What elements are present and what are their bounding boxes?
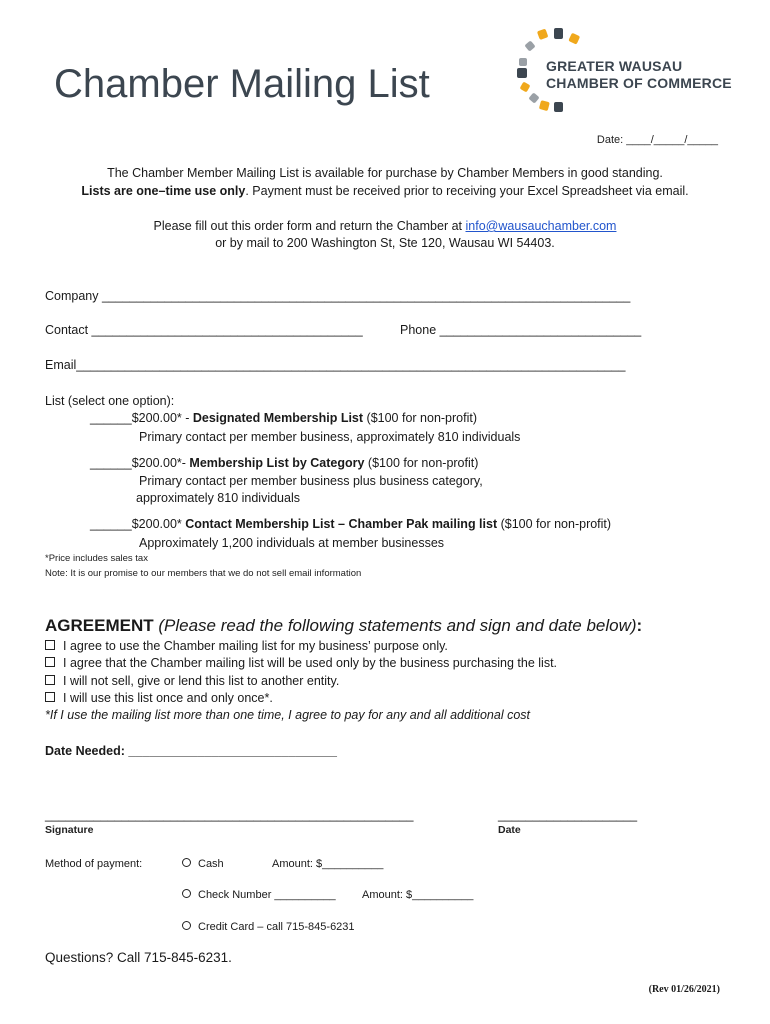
agreement-item[interactable]	[45, 639, 448, 653]
agreement-item[interactable]	[45, 656, 557, 670]
checkbox-icon[interactable]	[45, 675, 55, 685]
payment-option-credit-card[interactable]	[182, 921, 355, 933]
sign-date-label: Date	[498, 824, 521, 836]
date-needed-field[interactable]: Date Needed: ______________________________	[45, 744, 337, 758]
logo-line-1: GREATER WAUSAU	[546, 58, 683, 74]
option-nonprofit: ($100 for non-profit)	[363, 411, 478, 425]
signature-line[interactable]: _____________________________________________________	[45, 808, 414, 822]
price-note: *Price includes sales tax	[45, 553, 148, 564]
agreement-item-text: I will use this list once and only once*.	[63, 691, 273, 705]
credit-card-label: Credit Card – call 715-845-6231	[198, 921, 355, 933]
email-field[interactable]: Email_______________________________________________________________________________	[45, 358, 626, 372]
agreement-item[interactable]	[45, 674, 339, 688]
agreement-title: AGREEMENT	[45, 616, 154, 635]
phone-field[interactable]: Phone _____________________________	[400, 323, 642, 337]
checkbox-icon[interactable]	[45, 657, 55, 667]
checkbox-icon[interactable]	[45, 640, 55, 650]
option-description: Primary contact per member business plus business category,	[139, 474, 483, 488]
option-price: ______$200.00*	[90, 517, 186, 531]
option-name: Contact Membership List – Chamber Pak mailing list	[185, 517, 498, 531]
agreement-footnote: *If I use the mailing list more than one time, I agree to pay for any and all additional cost	[45, 708, 530, 722]
option-description: approximately 810 individuals	[136, 491, 300, 505]
radio-icon[interactable]	[182, 889, 191, 898]
option-description: Primary contact per member business, approximately 810 individuals	[139, 430, 521, 444]
one-time-use-notice: Lists are one–time use only	[81, 184, 246, 198]
payment-option-cash[interactable]	[182, 858, 224, 870]
option-nonprofit: ($100 for non-profit)	[497, 517, 612, 531]
cash-amount-field[interactable]: Amount: $__________	[272, 858, 384, 870]
date-field[interactable]: Date: ____/_____/_____	[596, 134, 718, 146]
agreement-item-text: I agree to use the Chamber mailing list for my business’ purpose only.	[63, 639, 448, 653]
agreement-item-text: I agree that the Chamber mailing list will be used only by the business purchasing the list.	[63, 656, 558, 670]
payment-option-check[interactable]	[182, 889, 336, 901]
questions-contact: Questions? Call 715-845-6231.	[45, 950, 232, 965]
agreement-instructions: (Please read the following statements and sign and date below)	[158, 616, 637, 635]
logo-line-2: CHAMBER OF COMMERCE	[546, 75, 732, 91]
agreement-item[interactable]	[45, 691, 273, 705]
page-title: Chamber Mailing List	[54, 62, 430, 106]
checkbox-icon[interactable]	[45, 692, 55, 702]
check-label: Check Number __________	[198, 889, 336, 901]
check-amount-field[interactable]: Amount: $__________	[362, 889, 474, 901]
intro-line-3-text: Please fill out this order form and return the Chamber at	[153, 219, 466, 233]
agreement-colon: :	[636, 616, 643, 635]
cash-label: Cash	[198, 858, 224, 870]
option-price: ______$200.00*-	[90, 456, 190, 470]
list-option-contact[interactable]	[90, 517, 611, 531]
sign-date-line[interactable]: ____________________	[498, 808, 638, 822]
payment-label: Method of payment:	[45, 858, 143, 870]
intro-line-1: The Chamber Member Mailing List is available for purchase by Chamber Members in good standing.	[107, 166, 663, 180]
agreement-heading	[45, 616, 642, 636]
option-nonprofit: ($100 for non-profit)	[364, 456, 479, 470]
radio-icon[interactable]	[182, 858, 191, 867]
email-link[interactable]: info@wausauchamber.com	[465, 219, 617, 233]
option-price: ______$200.00* -	[90, 411, 193, 425]
contact-field[interactable]: Contact _______________________________________	[45, 323, 363, 337]
intro-line-3	[0, 219, 770, 233]
option-description: Approximately 1,200 individuals at member businesses	[139, 536, 445, 550]
intro-line-2	[0, 184, 770, 198]
list-option-designated[interactable]	[90, 411, 477, 425]
agreement-item-text: I will not sell, give or lend this list to another entity.	[63, 674, 340, 688]
intro-line-4: or by mail to 200 Washington St, Ste 120, Wausau WI 54403.	[215, 236, 555, 250]
option-name: Designated Membership List	[192, 411, 364, 425]
chamber-logo-text	[546, 58, 732, 92]
radio-icon[interactable]	[182, 921, 191, 930]
revision-date: (Rev 01/26/2021)	[648, 984, 720, 995]
option-name: Membership List by Category	[189, 456, 365, 470]
email-note: Note: It is our promise to our members that we do not sell email information	[45, 568, 362, 579]
list-heading: List (select one option):	[45, 394, 175, 408]
signature-label: Signature	[45, 824, 94, 836]
company-field[interactable]: Company ____________________________________________________________________________	[45, 289, 631, 303]
list-option-category[interactable]	[90, 456, 478, 470]
intro-line-2-rest: . Payment must be received prior to receiving your Excel Spreadsheet via email.	[245, 184, 689, 198]
